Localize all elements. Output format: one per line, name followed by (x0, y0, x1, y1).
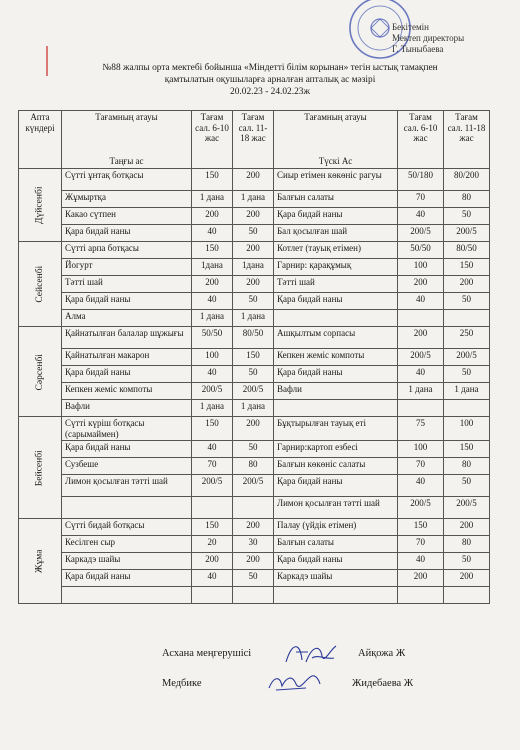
lunch-weight-old: 100 (444, 417, 490, 441)
lunch-weight-old: 200/5 (444, 225, 490, 242)
lunch-weight-young: 200 (398, 327, 444, 349)
header-lunch (274, 111, 398, 169)
table-row (19, 458, 490, 475)
lunch-dish: Қара бидай наны (274, 208, 398, 225)
breakfast-weight-young: 40 (192, 570, 233, 587)
lunch-weight-old (444, 400, 490, 417)
lunch-weight-young: 50/180 (398, 169, 444, 191)
breakfast-weight-old: 50 (233, 441, 274, 458)
title-line: қамтылатын оқушыларға арналған апталық ас мәзірі (164, 75, 376, 85)
breakfast-weight-young: 200 (192, 276, 233, 293)
lunch-weight-old: 80/200 (444, 169, 490, 191)
table-row (19, 310, 490, 327)
lunch-weight-old: 200/5 (444, 349, 490, 366)
table-row (19, 208, 490, 225)
breakfast-weight-young (192, 587, 233, 604)
breakfast-weight-old: 150 (233, 349, 274, 366)
table-row (19, 417, 490, 441)
breakfast-weight-old (233, 497, 274, 519)
table-row (19, 519, 490, 536)
breakfast-dish: Қара бидай наны (62, 366, 192, 383)
lunch-weight-old: 200 (444, 519, 490, 536)
cafeteria-signature (282, 638, 340, 668)
breakfast-weight-old: 200/5 (233, 383, 274, 400)
breakfast-dish: Қара бидай наны (62, 225, 192, 242)
table-row (19, 441, 490, 458)
header-day: Апта күндері (19, 111, 62, 169)
table-row (19, 169, 490, 191)
breakfast-weight-old: 1 дана (233, 400, 274, 417)
lunch-weight-young: 70 (398, 536, 444, 553)
table-row (19, 327, 490, 349)
breakfast-dish: Алма (62, 310, 192, 327)
breakfast-weight-old: 50 (233, 570, 274, 587)
medic-signature (266, 668, 322, 694)
lunch-weight-young: 200 (398, 276, 444, 293)
breakfast-weight-young: 200 (192, 208, 233, 225)
lunch-weight-old: 80 (444, 536, 490, 553)
breakfast-dish: Кепкен жеміс компоты (62, 383, 192, 400)
cafeteria-name: Айқожа Ж (358, 648, 406, 659)
breakfast-weight-old: 50 (233, 293, 274, 310)
breakfast-weight-young: 40 (192, 441, 233, 458)
breakfast-weight-young: 50/50 (192, 327, 233, 349)
table-row (19, 366, 490, 383)
lunch-dish: Котлет (тауық етімен) (274, 242, 398, 259)
lunch-dish: Қара бидай наны (274, 293, 398, 310)
lunch-dish: Гарнир: қарақұмық (274, 259, 398, 276)
breakfast-dish: Каркадэ шайы (62, 553, 192, 570)
lunch-weight-young (398, 587, 444, 604)
breakfast-dish (62, 587, 192, 604)
lunch-weight-old: 80 (444, 191, 490, 208)
header-weight-young: Тағам сал. 6-10 жас (192, 111, 233, 169)
breakfast-weight-old: 50 (233, 225, 274, 242)
breakfast-dish: Сүтті бидай ботқасы (62, 519, 192, 536)
lunch-dish: Гарнир:картоп езбесі (274, 441, 398, 458)
lunch-weight-young: 150 (398, 519, 444, 536)
weekday-cell (19, 242, 62, 327)
lunch-dish: Лимон қосылған тәтті шай (274, 497, 398, 519)
lunch-weight-old: 1 дана (444, 383, 490, 400)
table-row (19, 497, 490, 519)
breakfast-weight-old: 200 (233, 553, 274, 570)
breakfast-weight-young (192, 497, 233, 519)
breakfast-weight-young: 20 (192, 536, 233, 553)
lunch-weight-old (444, 310, 490, 327)
breakfast-weight-old: 200 (233, 417, 274, 441)
breakfast-dish: Какао сүтпен (62, 208, 192, 225)
lunch-weight-old: 50 (444, 293, 490, 310)
lunch-dish: Балғын көкөніс салаты (274, 458, 398, 475)
breakfast-weight-young: 100 (192, 349, 233, 366)
lunch-weight-young (398, 400, 444, 417)
menu-table (18, 110, 490, 604)
breakfast-weight-young: 40 (192, 293, 233, 310)
lunch-weight-old: 50 (444, 366, 490, 383)
breakfast-weight-young: 40 (192, 366, 233, 383)
table-row (19, 553, 490, 570)
medic-title: Медбике (162, 678, 202, 689)
lunch-dish: Кепкен жеміс компоты (274, 349, 398, 366)
lunch-dish (274, 587, 398, 604)
breakfast-weight-old: 80 (233, 458, 274, 475)
lunch-weight-young: 200/5 (398, 349, 444, 366)
breakfast-weight-old: 200/5 (233, 475, 274, 497)
lunch-weight-young: 75 (398, 417, 444, 441)
lunch-weight-old: 50 (444, 553, 490, 570)
lunch-weight-old: 80/50 (444, 242, 490, 259)
lunch-weight-young: 100 (398, 441, 444, 458)
table-row (19, 349, 490, 366)
breakfast-weight-old: 1 дана (233, 191, 274, 208)
header-weight-young: Тағам сал. 6-10 жас (398, 111, 444, 169)
lunch-weight-old: 150 (444, 441, 490, 458)
breakfast-dish: Қайнатылған макарон (62, 349, 192, 366)
table-row (19, 259, 490, 276)
breakfast-weight-old: 1 дана (233, 310, 274, 327)
breakfast-weight-old: 200 (233, 242, 274, 259)
lunch-dish: Каркадэ шайы (274, 570, 398, 587)
lunch-weight-old (444, 587, 490, 604)
breakfast-dish: Сүтті арпа ботқасы (62, 242, 192, 259)
lunch-dish: Бал қосылған шай (274, 225, 398, 242)
breakfast-dish: Сүтті күріш ботқасы (сарымаймен) (62, 417, 192, 441)
breakfast-dish: Қара бидай наны (62, 293, 192, 310)
approval-line: Г. Тыныбаева (392, 44, 444, 54)
lunch-weight-young: 40 (398, 293, 444, 310)
lunch-dish: Бұқтырылған тауық еті (274, 417, 398, 441)
breakfast-weight-young: 1дана (192, 259, 233, 276)
lunch-weight-young: 70 (398, 458, 444, 475)
lunch-weight-young (398, 310, 444, 327)
document-title (60, 62, 480, 98)
breakfast-weight-young: 1 дана (192, 400, 233, 417)
medic-name: Жидебаева Ж (352, 678, 414, 689)
breakfast-weight-young: 200 (192, 553, 233, 570)
table-row (19, 536, 490, 553)
table-row (19, 475, 490, 497)
breakfast-dish: Сүтті ұнтақ ботқасы (62, 169, 192, 191)
table-row (19, 587, 490, 604)
lunch-dish: Қара бидай наны (274, 366, 398, 383)
breakfast-dish: Лимон қосылған тәтті шай (62, 475, 192, 497)
table-row (19, 276, 490, 293)
breakfast-weight-young: 150 (192, 169, 233, 191)
breakfast-weight-young: 70 (192, 458, 233, 475)
margin-mark (46, 46, 48, 76)
approval-line: Бекітемін (392, 22, 429, 32)
breakfast-weight-old (233, 587, 274, 604)
lunch-weight-young: 200/5 (398, 225, 444, 242)
breakfast-weight-young: 200/5 (192, 475, 233, 497)
table-row (19, 242, 490, 259)
weekday-label: Сейсенбі (34, 266, 45, 303)
header-dish-name: Тағамның атауы (304, 112, 367, 122)
header-lunch-label: Түскі Ас (318, 155, 353, 166)
breakfast-weight-young: 1 дана (192, 191, 233, 208)
breakfast-weight-old: 200 (233, 169, 274, 191)
breakfast-dish: Кесілген сыр (62, 536, 192, 553)
breakfast-weight-young: 150 (192, 242, 233, 259)
lunch-weight-young: 40 (398, 208, 444, 225)
table-row (19, 383, 490, 400)
lunch-weight-young: 40 (398, 553, 444, 570)
lunch-weight-young: 40 (398, 475, 444, 497)
title-date-range: 20.02.23 - 24.02.23ж (230, 87, 310, 97)
breakfast-weight-young: 1 дана (192, 310, 233, 327)
breakfast-dish: Вафли (62, 400, 192, 417)
lunch-weight-old: 200/5 (444, 497, 490, 519)
breakfast-dish (62, 497, 192, 519)
lunch-weight-old: 250 (444, 327, 490, 349)
breakfast-dish: Йогурт (62, 259, 192, 276)
breakfast-weight-young: 40 (192, 225, 233, 242)
weekday-label: Сәрсенбі (34, 353, 45, 391)
lunch-weight-young: 100 (398, 259, 444, 276)
breakfast-dish: Қара бидай наны (62, 441, 192, 458)
breakfast-dish: Тәтті шай (62, 276, 192, 293)
lunch-weight-young: 200/5 (398, 497, 444, 519)
lunch-weight-young: 70 (398, 191, 444, 208)
breakfast-weight-old: 1дана (233, 259, 274, 276)
breakfast-weight-old: 200 (233, 276, 274, 293)
weekday-cell (19, 519, 62, 604)
approval-block (392, 22, 512, 55)
breakfast-dish: Қайнатылған балалар шұжығы (62, 327, 192, 349)
header-weight-old: Тағам сал. 11-18 жас (444, 111, 490, 169)
lunch-weight-young: 200 (398, 570, 444, 587)
table-row (19, 400, 490, 417)
weekday-label: Жұма (34, 549, 45, 574)
lunch-dish: Қара бидай наны (274, 475, 398, 497)
weekday-label: Дүйсенбі (34, 186, 45, 225)
weekday-label: Бейсенбі (34, 450, 45, 486)
lunch-dish: Ашқылтым сорпасы (274, 327, 398, 349)
breakfast-dish: Қара бидай наны (62, 570, 192, 587)
breakfast-weight-old: 200 (233, 519, 274, 536)
header-breakfast-label: Таңғы ас (109, 155, 144, 166)
lunch-dish (274, 310, 398, 327)
lunch-weight-young: 1 дана (398, 383, 444, 400)
lunch-weight-old: 80 (444, 458, 490, 475)
lunch-dish: Палау (үйдік етімен) (274, 519, 398, 536)
table-row (19, 293, 490, 310)
lunch-dish: Вафли (274, 383, 398, 400)
weekday-cell (19, 169, 62, 242)
lunch-dish: Балғын салаты (274, 536, 398, 553)
breakfast-weight-old: 50 (233, 366, 274, 383)
lunch-dish: Тәтті шай (274, 276, 398, 293)
breakfast-weight-old: 200 (233, 208, 274, 225)
breakfast-weight-young: 150 (192, 519, 233, 536)
weekday-cell (19, 327, 62, 417)
lunch-dish (274, 400, 398, 417)
lunch-weight-young: 40 (398, 366, 444, 383)
cafeteria-title: Асхана меңгерушісі (162, 648, 252, 659)
header-dish-name: Тағамның атауы (95, 112, 158, 122)
breakfast-weight-old: 80/50 (233, 327, 274, 349)
breakfast-weight-young: 150 (192, 417, 233, 441)
table-row (19, 225, 490, 242)
breakfast-weight-old: 30 (233, 536, 274, 553)
lunch-weight-old: 150 (444, 259, 490, 276)
table-row (19, 191, 490, 208)
approval-line: Мектеп директоры (392, 33, 465, 43)
lunch-weight-old: 50 (444, 208, 490, 225)
lunch-dish: Қара бидай наны (274, 553, 398, 570)
table-row (19, 570, 490, 587)
lunch-dish: Балғын салаты (274, 191, 398, 208)
breakfast-dish: Сузбеше (62, 458, 192, 475)
header-breakfast (62, 111, 192, 169)
title-line: №88 жалпы орта мектебі бойынша «Міндетті білім корынан» тегін ыстық тамақпен (102, 63, 438, 73)
weekday-cell (19, 417, 62, 519)
lunch-weight-old: 200 (444, 570, 490, 587)
menu-body (19, 169, 490, 604)
breakfast-dish: Жұмыртқа (62, 191, 192, 208)
lunch-weight-old: 50 (444, 475, 490, 497)
header-weight-old: Тағам сал. 11-18 жас (233, 111, 274, 169)
breakfast-weight-young: 200/5 (192, 383, 233, 400)
lunch-weight-young: 50/50 (398, 242, 444, 259)
lunch-weight-old: 200 (444, 276, 490, 293)
lunch-dish: Сиыр етімен көкөніс рагуы (274, 169, 398, 191)
